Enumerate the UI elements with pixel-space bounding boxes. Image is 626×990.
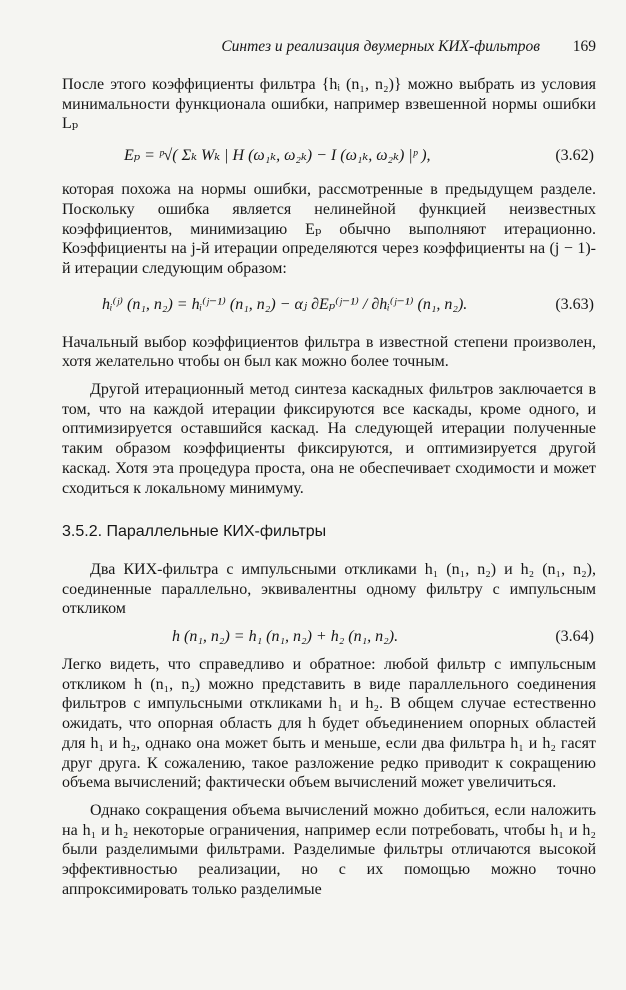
paragraph: Другой итерационный метод синтеза каскадных фильтров заключается в том, что на каждой итерации фиксируются все каскады, кроме одного, и оптимизируется оставшийся каскад. На следующей итерации полученные таким образом коэффициенты фиксируются, и оптимизируется другой каскад. Хотя эта процедура проста, она не обеспечивает сходимости и может сходиться к локальному минимуму. [62, 381, 596, 497]
paragraph: которая похожа на нормы ошибки, рассмотренные в предыдущем разделе. Поскольку ошибка является нелинейной функцией неизвестных коэффициентов, минимизацию Eₚ обычно выполняют итерационно. Коэффициенты на j-й итерации определяются через коэффициенты на (j − 1)-й итерации следующим образом: [62, 181, 596, 277]
running-title: Синтез и реализация двумерных КИХ-фильтров [221, 38, 540, 55]
paragraph: Легко видеть, что справедливо и обратное: любой фильтр с импульсным откликом h (n₁, n₂) можно представить в виде параллельного соединения фильтров с импульсными откликами h₁ и h₂. В общем случае естественно ожидать, что опорная область для h будет объединением опорных областей для h₁ и h₂, однако она может быть и меньше, если два фильтра h₁ и h₂ гасят друг друга. К сожалению, такое разложение редко приводит к сокращению объема вычислений; фактически объем вычислений может увеличиться. [62, 656, 596, 792]
paragraph: Однако сокращения объема вычислений можно добиться, если наложить на h₁ и h₂ некоторые ограничения, например если потребовать, чтобы h₁ и h₂ были разделимыми фильтрами. Разделимые фильтры отличаются высокой эффективностью реализации, но с их помощью можно точно аппроксимировать только разделимые [62, 801, 596, 898]
page-header [60, 38, 596, 62]
paragraph: После этого коэффициенты фильтра {hᵢ (n₁, n₂)} можно выбрать из условия минимальности функционала ошибки, например взвешенной нормы ошибки Lₚ [62, 76, 596, 133]
paragraph: Начальный выбор коэффициентов фильтра в известной степени произволен, хотя желательно чтобы он был как можно более точным. [62, 333, 596, 371]
equation-3-63 [62, 285, 596, 325]
equation-number: (3.62) [555, 147, 594, 165]
equation-formula: hᵢ⁽ʲ⁾ (n₁, n₂) = hᵢ⁽ʲ⁻¹⁾ (n₁, n₂) − αⱼ ∂Eₚ⁽ʲ⁻¹⁾ / ∂hᵢ⁽ʲ⁻¹⁾ (n₁, n₂). [102, 295, 468, 313]
equation-3-64 [62, 623, 596, 651]
section-heading: 3.5.2. Параллельные КИХ-фильтры [62, 523, 327, 541]
page-body [62, 75, 596, 900]
equation-number: (3.64) [555, 628, 594, 646]
paragraph: Два КИХ-фильтра с импульсными откликами h₁ (n₁, n₂) и h₂ (n₁, n₂), соединенные параллельно, эквивалентны одному фильтру с импульсным откликом [62, 560, 596, 618]
equation-formula: Eₚ = ᵖ√( Σₖ Wₖ | H (ω₁ₖ, ω₂ₖ) − I (ω₁ₖ, ω₂ₖ) |ᵖ ), [124, 147, 431, 165]
equation-3-62 [62, 140, 596, 172]
equation-number: (3.63) [555, 295, 594, 313]
page-number: 169 [572, 38, 596, 55]
equation-formula: h (n₁, n₂) = h₁ (n₁, n₂) + h₂ (n₁, n₂). [172, 628, 399, 646]
